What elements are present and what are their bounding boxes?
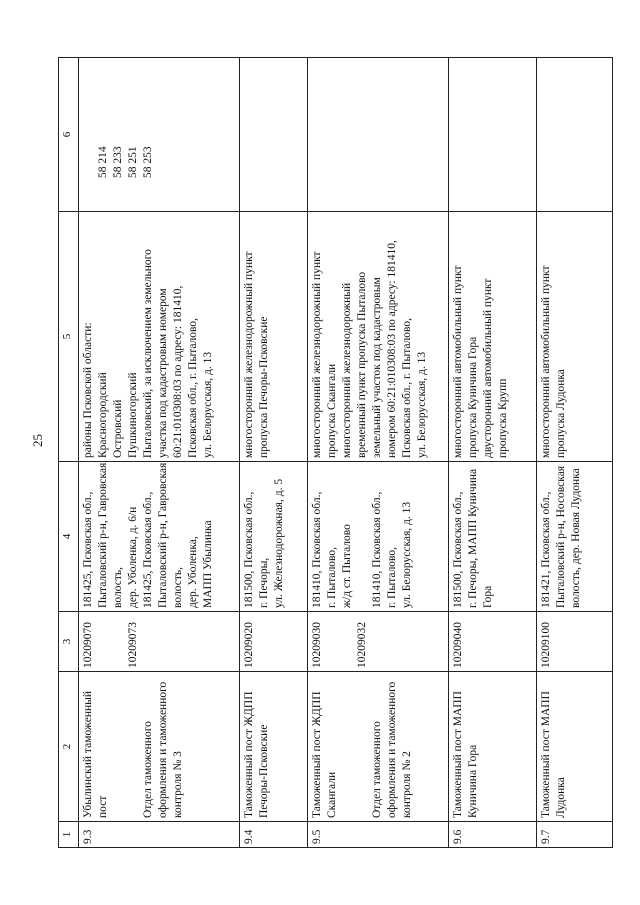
column-6-codes: [78, 58, 239, 212]
post-address: [240, 462, 308, 612]
column-6-empty: [449, 58, 536, 212]
row-number: 9.4: [240, 822, 308, 848]
row-number: 9.5: [307, 822, 449, 848]
text-line: 181425, Псковская обл.,: [81, 491, 94, 608]
text-line: Лудонка: [554, 777, 567, 818]
text-line: Куничина Гора: [467, 744, 480, 818]
text-line: земельный участок под кадастровым: [370, 277, 383, 458]
header-col-1: 1: [59, 822, 79, 848]
post-code: 10209040: [449, 612, 536, 672]
text-line: участка под кадастровым номером: [156, 288, 169, 458]
text-line: пропуска Лудонка: [554, 369, 567, 458]
table-row: [78, 58, 239, 848]
table-row: [449, 58, 536, 848]
text-line: г. Печоры,: [258, 557, 271, 608]
competence-area: [536, 212, 612, 462]
text-line: пост: [96, 795, 109, 818]
text-line: г. Пыталово,: [385, 546, 398, 608]
header-col-6: 6: [59, 58, 79, 212]
header-col-4: 4: [59, 462, 79, 612]
text-line: Скангали: [325, 771, 338, 818]
post-code: [78, 612, 239, 672]
text-line: Гора: [482, 585, 495, 608]
page-number: 25: [30, 434, 45, 447]
competence-area: [307, 212, 449, 462]
post-name: [240, 672, 308, 822]
text-line: оформления и таможенного: [385, 681, 398, 818]
header-col-3: 3: [59, 612, 79, 672]
post-name: [78, 672, 239, 822]
table-row: [240, 58, 308, 848]
post-name: [536, 672, 612, 822]
text-line: волость,: [111, 567, 124, 608]
text-line: ж/д ст. Пыталово: [340, 524, 353, 608]
text-line: дер. Уболенка, д. 6/н: [126, 506, 139, 608]
text-line: ул. Белорусская, д. 13: [400, 501, 413, 608]
header-col-2: 2: [59, 672, 79, 822]
text-line: временный пункт пропуска Пыталово: [355, 271, 368, 458]
text-line: пропуска Куничина Гора: [467, 336, 480, 458]
row-number: 9.3: [78, 822, 239, 848]
text-line: МАПП Убылинка: [201, 520, 214, 608]
row-number: 9.7: [536, 822, 612, 848]
post-name: [307, 672, 449, 822]
text-line: Отдел таможенного: [141, 721, 154, 818]
text-line: ул. Белорусская, д. 13: [415, 351, 428, 458]
text-line: 181421, Псковская обл.,: [539, 491, 552, 608]
post-code: [307, 612, 449, 672]
post-address: [307, 462, 449, 612]
text-line: номером 60:21:010308:03 по адресу: 181410,: [385, 240, 398, 458]
text-line: ул. Железнодорожная, д. 5: [273, 478, 286, 608]
text-line: Псковская обл., г. Пыталово,: [186, 317, 199, 458]
text-line: двусторонний автомобильный пункт: [482, 278, 495, 458]
column-6-empty: [536, 58, 612, 212]
text-line: пропуска Печоры-Псковские: [258, 316, 271, 458]
text-line: 58 251: [126, 146, 139, 178]
text-line: Пушкиногорский: [126, 372, 139, 458]
text-line: 10209030: [310, 622, 323, 668]
header-row: [59, 58, 79, 848]
text-line: дер. Уболенка,: [186, 536, 199, 608]
text-line: 181425, Псковская обл.,: [141, 491, 154, 608]
post-address: [536, 462, 612, 612]
text-line: многосторонний железнодорожный: [340, 282, 353, 458]
text-line: г. Печоры, МАПП Куничина: [467, 468, 480, 608]
text-line: Пыталовский р-н, Гавровская: [96, 462, 109, 608]
text-line: Таможенный пост МАПП: [452, 691, 465, 818]
text-line: Печоры-Псковские: [258, 724, 271, 818]
competence-area: [78, 212, 239, 462]
text-line: 181500, Псковская обл.,: [243, 491, 256, 608]
customs-posts-table: [58, 57, 613, 848]
post-address: [449, 462, 536, 612]
text-line: многосторонний железнодорожный пункт: [310, 251, 323, 458]
text-line: волость, дер. Новая Лудонка: [569, 468, 582, 608]
text-line: г. Пыталово,: [325, 546, 338, 608]
text-line: Пыталовский, за исключением земельного: [141, 249, 154, 458]
table-row: [307, 58, 449, 848]
text-line: 10209032: [355, 622, 368, 668]
text-line: 181410, Псковская обл.,: [310, 491, 323, 608]
table-row: [536, 58, 612, 848]
post-code: 10209100: [536, 612, 612, 672]
text-line: Островский: [111, 399, 124, 458]
text-line: районы Псковской области:: [81, 322, 94, 458]
text-line: Пыталовский р-н, Гавровская: [156, 462, 169, 608]
text-line: 58 214: [96, 146, 109, 178]
text-line: контроля № 3: [171, 751, 184, 818]
header-col-5: 5: [59, 212, 79, 462]
text-line: волость,: [171, 567, 184, 608]
post-address: [78, 462, 239, 612]
text-line: Псковская обл., г. Пыталово,: [400, 317, 413, 458]
text-line: многосторонний автомобильный пункт: [539, 265, 552, 458]
text-line: Пыталовский р-н, Носовская: [554, 465, 567, 608]
text-line: Таможенный пост ЖДПП: [243, 691, 256, 818]
text-line: Таможенный пост ЖДПП: [310, 691, 323, 818]
competence-area: [240, 212, 308, 462]
text-line: 181500, Псковская обл.,: [452, 491, 465, 608]
text-line: контроля № 2: [400, 751, 413, 818]
customs-table-wrapper: [58, 58, 613, 848]
column-6-empty: [240, 58, 308, 212]
post-name: [449, 672, 536, 822]
text-line: многосторонний железнодорожный пункт: [243, 251, 256, 458]
text-line: 10209073: [126, 622, 139, 668]
text-line: пропуска Скангали: [325, 363, 338, 458]
text-line: 58 233: [111, 146, 124, 178]
text-line: Красногородский: [96, 372, 109, 458]
text-line: многосторонний автомобильный пункт: [452, 265, 465, 458]
text-line: Убылинский таможенный: [81, 690, 94, 818]
competence-area: [449, 212, 536, 462]
text-line: пропуска Крупп: [497, 378, 510, 458]
post-code: 10209020: [240, 612, 308, 672]
column-6-empty: [307, 58, 449, 212]
text-line: Отдел таможенного: [370, 721, 383, 818]
text-line: 58 253: [141, 146, 154, 178]
text-line: ул. Белорусская, д. 13: [201, 351, 214, 458]
text-line: 10209070: [81, 622, 94, 668]
text-line: 60:21:010308:03 по адресу: 181410,: [171, 285, 184, 458]
text-line: Таможенный пост МАПП: [539, 691, 552, 818]
text-line: 181410, Псковская обл.,: [370, 491, 383, 608]
row-number: 9.6: [449, 822, 536, 848]
text-line: оформления и таможенного: [156, 681, 169, 818]
